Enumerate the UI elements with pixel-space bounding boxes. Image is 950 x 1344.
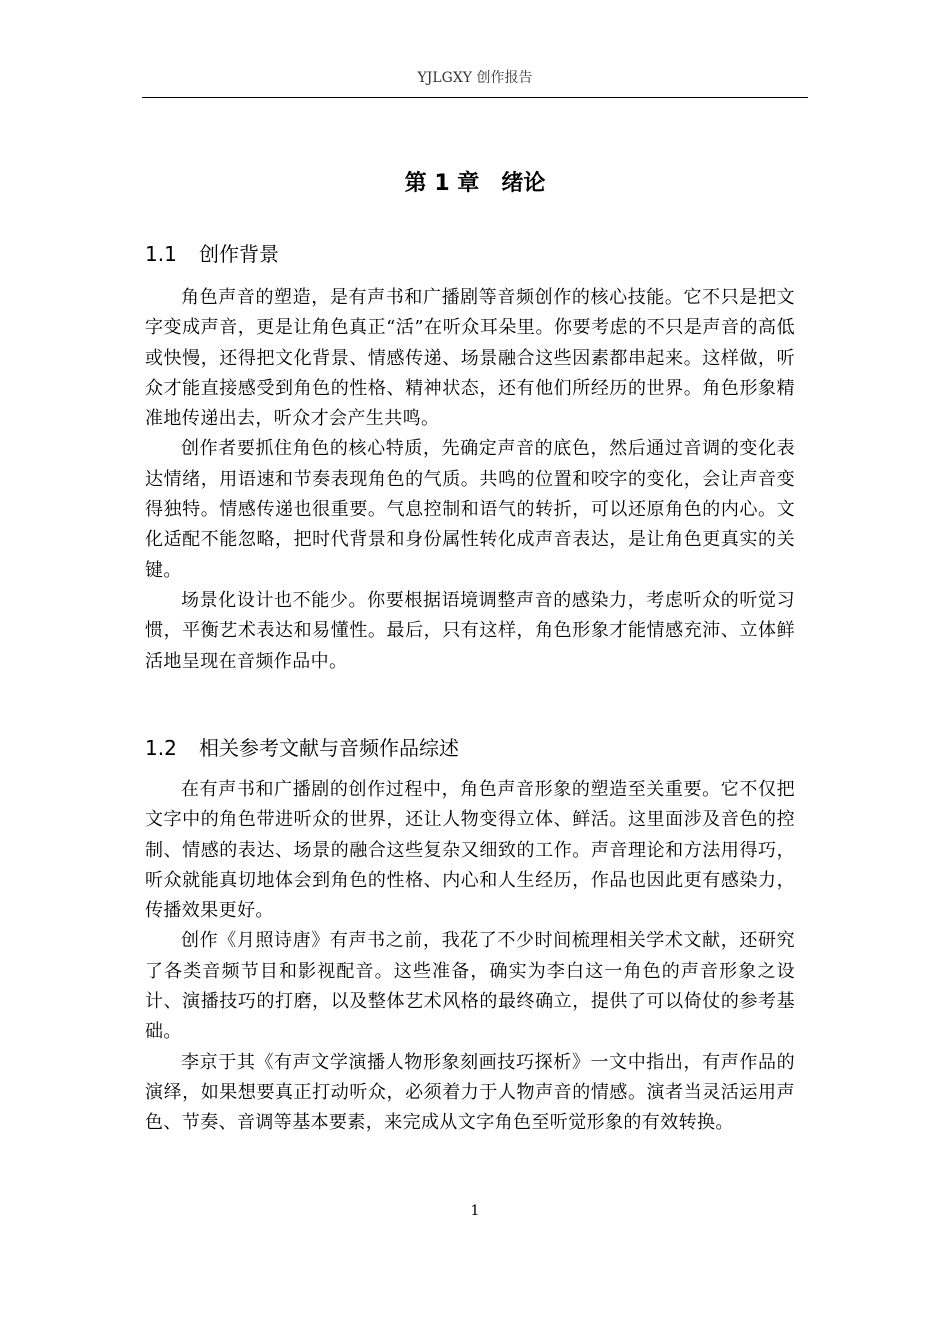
section-heading-1-1 xyxy=(145,239,815,269)
page-number: 1 xyxy=(470,1203,480,1219)
section-heading-1-2 xyxy=(145,733,815,763)
chapter-title xyxy=(0,167,950,201)
paragraph: 场景化设计也不能少。你要根据语境调整声音的感染力，考虑听众的听觉习惯，平衡艺术表达和易懂性。最后，只有这样，角色形象才能情感充沛、立体鲜活地呈现在音频作品中。 xyxy=(145,589,795,672)
paragraph: 角色声音的塑造，是有声书和广播剧等音频创作的核心技能。它不只是把文字变成声音，更是让角色真正“活”在听众耳朵里。你要考虑的不只是声音的高低或快慢，还得把文化背景、情感传递、场景融合这些因素都串起来。这样做，听众才能直接感受到角色的性格、精神状态，还有他们所经历的世界。角色形象精准地传递出去，听众才会产生共鸣。 xyxy=(145,287,795,430)
section-title: 创作背景 xyxy=(199,242,279,266)
chapter-name: 绪论 xyxy=(501,171,546,196)
paragraph: 创作者要抓住角色的核心特质，先确定声音的底色，然后通过音调的变化表达情绪，用语速和节奏表现角色的气质。共鸣的位置和咬字的变化，会让声音变得独特。情感传递也很重要。气息控制和语气的转折，可以还原角色的内心。文化适配不能忽略，把时代背景和身份属性转化成声音表达，是让角色更真实的关键。 xyxy=(145,438,795,581)
chapter-number: 第 1 章 xyxy=(404,171,480,196)
section-number: 1.1 xyxy=(145,242,177,266)
section-body-1-2 xyxy=(145,775,795,1139)
running-header: YJLGXY 创作报告 xyxy=(417,70,533,86)
header-rule xyxy=(142,97,808,98)
section-body-1-1 xyxy=(145,283,795,677)
paragraph: 创作《月照诗唐》有声书之前，我花了不少时间梳理相关学术文献，还研究了各类音频节目和影视配音。这些准备，确实为李白这一角色的声音形象之设计、演播技巧的打磨，以及整体艺术风格的最终确立，提供了可以倚仗的参考基础。 xyxy=(145,930,795,1043)
section-number: 1.2 xyxy=(145,736,177,760)
paragraph: 在有声书和广播剧的创作过程中，角色声音形象的塑造至关重要。它不仅把文字中的角色带进听众的世界，还让人物变得立体、鲜活。这里面涉及音色的控制、情感的表达、场景的融合这些复杂又细致的工作。声音理论和方法用得巧，听众就能真切地体会到角色的性格、内心和人生经历，作品也因此更有感染力，传播效果更好。 xyxy=(145,779,795,922)
section-title: 相关参考文献与音频作品综述 xyxy=(199,736,459,760)
paragraph: 李京于其《有声文学演播人物形象刻画技巧探析》一文中指出，有声作品的演绎，如果想要真正打动听众，必须着力于人物声音的情感。演者当灵活运用声色、节奏、音调等基本要素，来完成从文字角色至听觉形象的有效转换。 xyxy=(145,1051,795,1134)
